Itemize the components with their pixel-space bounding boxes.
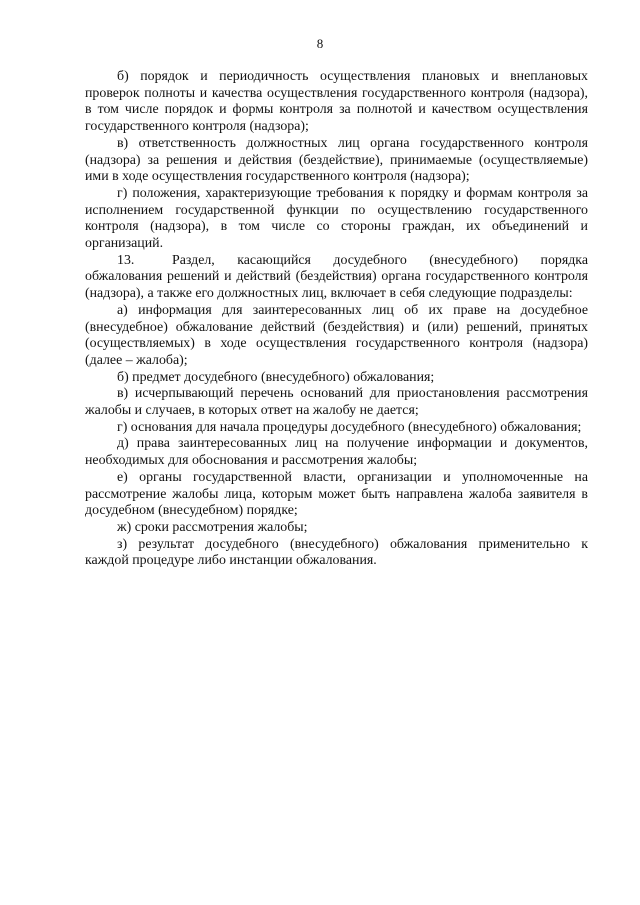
- subitem-d: д) права заинтересованных лиц на получение информации и документов, необходимых для обоснования и рассмотрения жалобы;: [85, 436, 588, 469]
- paragraph-item-b: б) порядок и периодичность осуществления плановых и внеплановых проверок полноты и качества осуществления государственного контроля (надзора), в том числе порядок и формы контроля за полнотой и качеством осуществления государственного контроля (надзора);: [85, 69, 588, 135]
- paragraph-item-v: в) ответственность должностных лиц органа государственного контроля (надзора) за решения и действия (бездействие), принимаемые (осуществляемые) ими в ходе осуществления государственного контроля (надзора);: [85, 135, 588, 185]
- subitem-v: в) исчерпывающий перечень оснований для приостановления рассмотрения жалобы и случаев, в которых ответ на жалобу не дается;: [85, 386, 588, 419]
- section-13-paragraph: [85, 253, 588, 303]
- subitem-a: а) информация для заинтересованных лиц об их праве на досудебное (внесудебное) обжалование действий (бездействия) и (или) решений, принятых (осуществляемых) в ходе осуществления государственного контроля (надзора) (далее – жалоба);: [85, 302, 588, 368]
- document-body: [85, 69, 588, 570]
- subitem-e: е) органы государственной власти, организации и уполномоченные на рассмотрение жалобы лица, которым может быть направлена жалоба заявителя в досудебном (внесудебном) порядке;: [85, 469, 588, 519]
- subitem-b: б) предмет досудебного (внесудебного) обжалования;: [117, 369, 435, 385]
- subitem-z: з) результат досудебного (внесудебного) обжалования применительно к каждой процедуре либо инстанции обжалования.: [85, 536, 588, 569]
- section-13-text: Раздел, касающийся досудебного (внесудебного) порядка обжалования решений и действий (бездействия) органа государственного контроля (надзора), а также его должностных лиц, включает в себя следующие подразделы:: [85, 252, 588, 302]
- subitem-zh: ж) сроки рассмотрения жалобы;: [117, 519, 308, 535]
- page-number: 8: [316, 36, 324, 51]
- subitem-g: г) основания для начала процедуры досудебного (внесудебного) обжалования;: [117, 419, 582, 435]
- section-13-number: 13.: [117, 252, 135, 268]
- paragraph-item-g: г) положения, характеризующие требования к порядку и формам контроля за исполнением государственной функции по осуществлению государственного контроля (надзора), в том числе со стороны граждан, их объединений и организаций.: [85, 185, 588, 252]
